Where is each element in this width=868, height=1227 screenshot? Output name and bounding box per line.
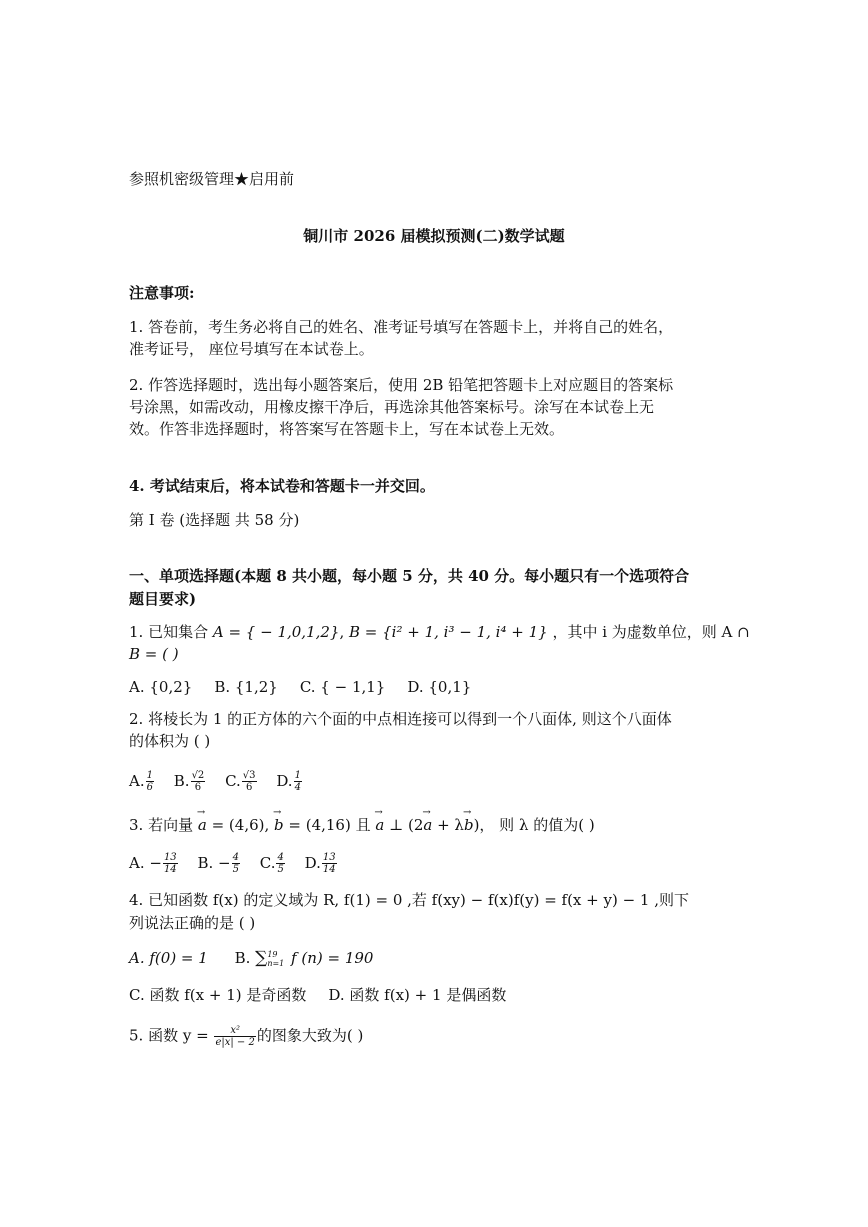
q1-set-b: B = {i² + 1, i³ − 1, i⁴ + 1} xyxy=(349,623,548,641)
q2-option-b xyxy=(173,770,207,793)
q3-vector-b: → b xyxy=(274,815,284,835)
q4-sum-limits xyxy=(267,950,284,968)
q1-suffix: ，其中 i 为虚数单位，则 A ∩ xyxy=(547,623,750,641)
q2-option-b-fraction xyxy=(191,770,206,793)
q2-b-numerator: √2 xyxy=(191,770,205,781)
q3-part-4: ⊥ (2 xyxy=(384,816,424,834)
q3-option-b-fraction xyxy=(232,852,240,875)
q1-stem-line-1 xyxy=(129,622,750,642)
q2-option-d-label: D. xyxy=(276,771,293,790)
q2-option-b-label: B. xyxy=(173,771,190,790)
q3-vector-a-2: → a xyxy=(375,815,384,835)
q4-sum-lower: n=1 xyxy=(267,959,285,968)
q3-option-c xyxy=(259,852,286,875)
q2-option-c-fraction xyxy=(242,770,257,793)
q5-numerator: x² xyxy=(214,1025,255,1037)
q3-vector-a-3: → a xyxy=(423,815,432,835)
q2-option-d xyxy=(276,770,303,793)
q5-fraction xyxy=(214,1025,255,1048)
q3-part-2: = (4,6), xyxy=(206,816,275,834)
note-1-line-2: 准考证号， 座位号填写在本试卷上。 xyxy=(129,340,374,358)
q1-option-d: D. {0,1} xyxy=(407,678,472,696)
note-2-line-3: 效。作答非选择题时，将答案写在答题卡上，写在本试卷上无效。 xyxy=(129,420,565,438)
q4-sum-upper: 19 xyxy=(267,950,278,959)
note-4: 4. 考试结束后，将本试卷和答题卡一并交回。 xyxy=(129,477,435,495)
q3-options xyxy=(129,852,338,875)
q2-c-denominator: 6 xyxy=(245,782,253,793)
q3-option-d xyxy=(304,852,338,875)
q2-a-denominator: 6 xyxy=(146,782,153,793)
q3-b-denominator: 5 xyxy=(232,864,239,875)
q2-options xyxy=(129,770,303,793)
q3-d-numerator: 13 xyxy=(322,852,336,863)
note-1-line-1: 1. 答卷前，考生务必将自己的姓名、准考证号填写在答题卡上，并将自己的姓名， xyxy=(129,318,674,336)
q3-a-denominator: 14 xyxy=(163,864,177,875)
q3-c-denominator: 5 xyxy=(277,864,284,875)
q4-options-row-2 xyxy=(129,985,506,1005)
q5-stem xyxy=(129,1025,363,1048)
q4-option-b-expr: f (n) = 190 xyxy=(286,949,374,967)
q3-vector-a: → a xyxy=(198,815,207,835)
q4-option-a: A. f(0) = 1 xyxy=(129,949,208,967)
section-heading-line-1: 一、单项选择题(本题 8 共小题，每小题 5 分，共 40 分。每小题只有一个选项符合 xyxy=(129,567,690,585)
q3-c-numerator: 4 xyxy=(277,852,284,863)
q3-stem xyxy=(129,815,595,835)
q5-suffix: 的图象大致为( ) xyxy=(256,1026,364,1045)
q4-option-d: D. 函数 f(x) + 1 是偶函数 xyxy=(328,986,507,1004)
q3-d-denominator: 14 xyxy=(322,864,336,875)
q2-stem-line-1: 2. 将棱长为 1 的正方体的六个面的中点相连接可以得到一个八面体, 则这个八面体 xyxy=(129,710,672,728)
q2-option-c-label: C. xyxy=(225,771,241,790)
q3-vector-b-2: → b xyxy=(464,815,474,835)
q4-option-c: C. 函数 f(x + 1) 是奇函数 xyxy=(129,986,307,1004)
note-2-line-2: 号涂黑，如需改动，用橡皮擦干净后，再选涂其他答案标号。涂写在本试卷上无 xyxy=(129,398,655,416)
q1-prefix: 1. 已知集合 xyxy=(129,623,213,641)
q2-option-a-label: A. xyxy=(129,771,145,790)
q1-option-a: A. {0,2} xyxy=(129,678,193,696)
q3-option-a xyxy=(129,852,179,875)
q3-prefix: 3. 若向量 xyxy=(129,816,198,834)
q1-options xyxy=(129,677,471,697)
q2-option-d-fraction xyxy=(294,770,302,793)
q4-option-b-label: B. xyxy=(234,949,256,967)
q1-option-c: C. { − 1,1} xyxy=(299,678,386,696)
q3-suffix: )， 则 λ 的值为( ) xyxy=(473,816,595,834)
q4-sum-symbol: ∑ xyxy=(255,948,268,968)
q3-option-c-fraction xyxy=(276,852,284,875)
q2-stem-line-2: 的体积为 ( ) xyxy=(129,732,211,750)
q3-option-d-fraction xyxy=(322,852,337,875)
q3-b-numerator: 4 xyxy=(232,852,239,863)
q5-prefix: 5. 函数 y = xyxy=(129,1026,214,1045)
section-heading-line-2: 题目要求) xyxy=(129,590,197,608)
q3-option-d-label: D. xyxy=(304,853,321,872)
q4-stem-line-1: 4. 已知函数 f(x) 的定义域为 R, f(1) = 0 ,若 f(xy) − f(x)f(y) = f(x + y) − 1 ,则下 xyxy=(129,891,690,909)
q3-option-a-fraction xyxy=(163,852,178,875)
q2-option-a xyxy=(129,770,155,793)
q3-option-a-label: A. − xyxy=(129,853,162,872)
q2-d-numerator: 1 xyxy=(294,770,301,781)
q2-a-numerator: 1 xyxy=(146,770,153,781)
q4-options-row-1 xyxy=(129,948,373,968)
confidential-label: 参照机密级管理★启用前 xyxy=(129,170,295,188)
part-heading: 第 I 卷 (选择题 共 58 分) xyxy=(129,511,300,529)
q2-option-c xyxy=(225,770,257,793)
q2-d-denominator: 4 xyxy=(294,782,301,793)
q1-stem-line-2: B = ( ) xyxy=(129,645,179,663)
q5-denominator: e|x| − 2 xyxy=(215,1037,255,1048)
q4-stem-line-2: 列说法正确的是 ( ) xyxy=(129,914,256,932)
q3-option-c-label: C. xyxy=(259,853,276,872)
q2-option-a-fraction xyxy=(146,770,154,793)
q2-c-numerator: √3 xyxy=(242,770,256,781)
q3-a-numerator: 13 xyxy=(163,852,177,863)
note-2-line-1: 2. 作答选择题时，选出每小题答案后，使用 2B 铅笔把答题卡上对应题目的答案标 xyxy=(129,376,674,394)
q3-option-b-label: B. − xyxy=(197,853,231,872)
q1-set-a: A = { − 1,0,1,2} xyxy=(212,623,340,641)
q3-option-b xyxy=(197,852,241,875)
notes-heading: 注意事项: xyxy=(129,284,195,302)
q1-option-b: B. {1,2} xyxy=(214,678,278,696)
q2-b-denominator: 6 xyxy=(194,782,202,793)
q3-part-3: = (4,16) 且 xyxy=(283,816,376,834)
page-title: 铜川市 2026 届模拟预测(二)数学试题 xyxy=(303,227,565,245)
q3-part-5: + λ xyxy=(432,816,464,834)
q4-option-b xyxy=(235,949,374,967)
q1-sep: , xyxy=(339,623,350,641)
